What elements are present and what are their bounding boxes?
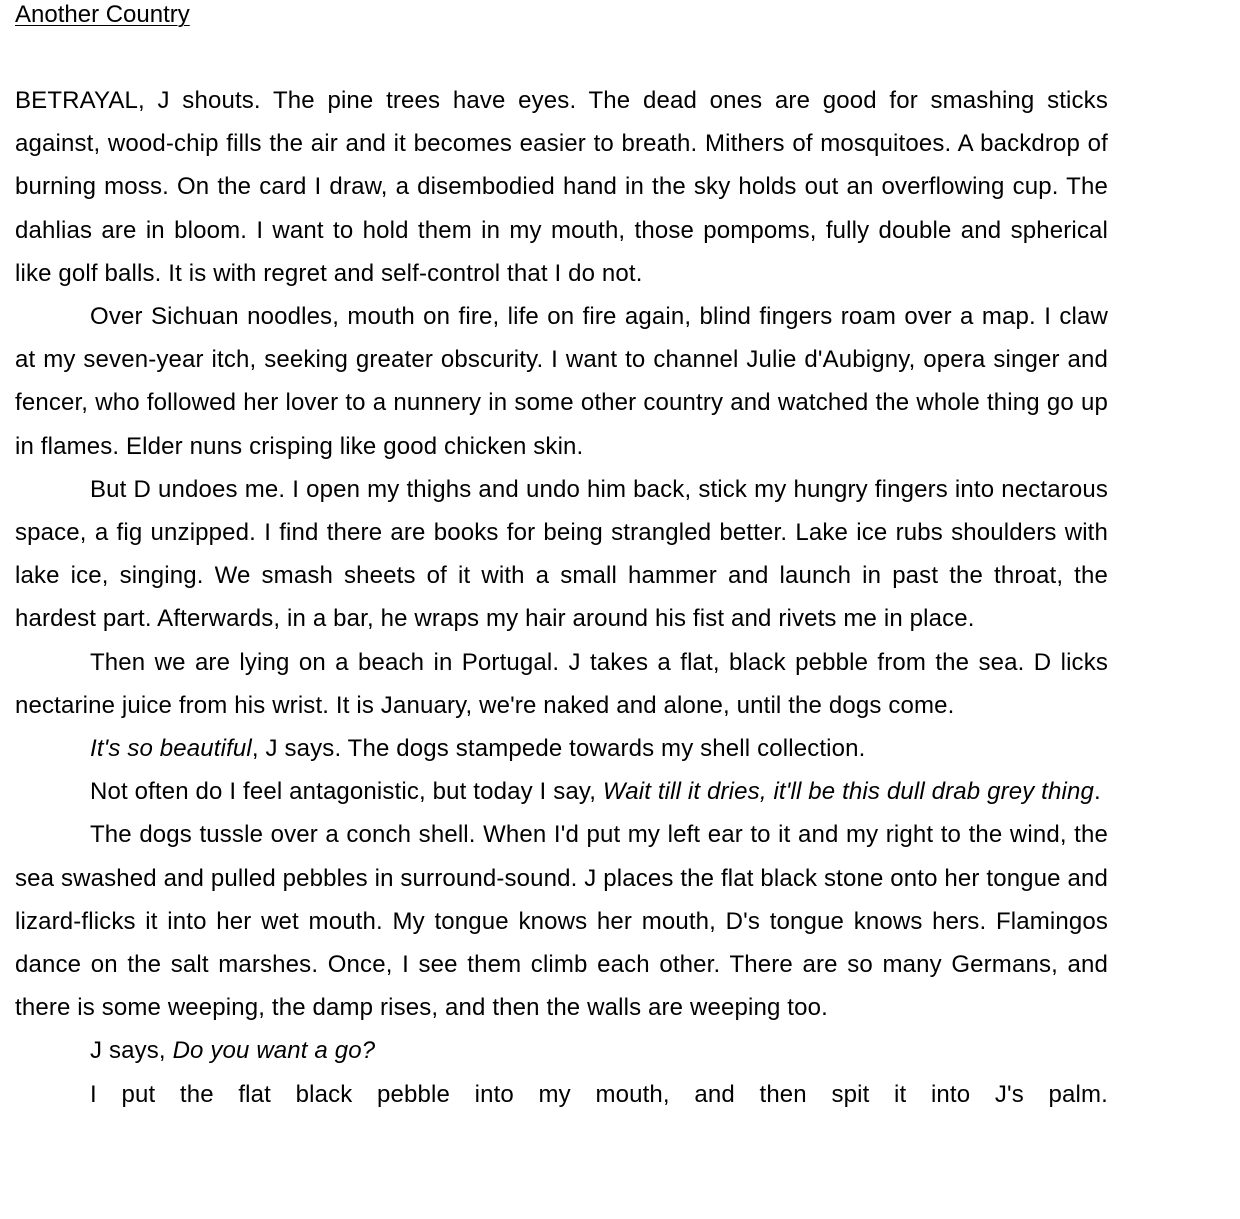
paragraph-8-text: J says, xyxy=(90,1037,173,1065)
paragraph-5-text: , J says. The dogs stampede towards my shell collection. xyxy=(251,735,866,763)
paragraph-1-text: BETRAYAL, J shouts. The pine trees have eyes. The dead ones are good for smashing sticks against, wood-chip fills the air and it becomes easier to breath. Mithers of mosquitoes. A backdrop of burning moss. On the card I draw, a disembodied hand in the sky holds out an overflowing cup. The dahlias are in bloom. I want to hold them in my mouth, those pompoms, fully double and spherical like golf balls. It is with regret and self-control that I do not. xyxy=(15,87,1108,287)
paragraph-3-text: But D undoes me. I open my thighs and undo him back, stick my hungry fingers into nectarous space, a fig unzipped. I find there are books for being strangled better. Lake ice rubs shoulders with lake ice, singing. We smash sheets of it with a small hammer and launch in past the throat, the hardest part. Afterwards, in a bar, he wraps my hair around his fist and rivets me in place. xyxy=(15,475,1108,633)
paragraph-2 xyxy=(15,295,1108,468)
paragraph-6 xyxy=(15,770,1108,813)
document-title: Another Country xyxy=(15,1,190,28)
paragraph-8-italic: Do you want a go? xyxy=(172,1037,376,1065)
paragraph-7-text: The dogs tussle over a conch shell. When I'd put my left ear to it and my right to the wind, the sea swashed and pulled pebbles in surround-sound. J places the flat black stone onto her tongue and lizard-flicks it into her wet mouth. My tongue knows her mouth, D's tongue knows hers. Flamingos dance on the salt marshes. Once, I see them climb each other. There are so many Germans, and there is some weeping, the damp rises, and then the walls are weeping too. xyxy=(15,821,1108,1022)
paragraph-5 xyxy=(15,727,1108,770)
paragraph-6-after: . xyxy=(1093,778,1101,806)
paragraph-9-text: I put the flat black pebble into my mouth, and then spit it into J's palm. xyxy=(90,1080,1108,1108)
paragraph-6-italic: Wait till it dries, it'll be this dull drab grey thing xyxy=(602,778,1094,806)
paragraph-4 xyxy=(15,641,1108,727)
paragraph-6-text: Not often do I feel antagonistic, but today I say, xyxy=(90,778,603,806)
paragraph-4-text: Then we are lying on a beach in Portugal. J takes a flat, black pebble from the sea. D licks nectarine juice from his wrist. It is January, we're naked and alone, until the dogs come. xyxy=(15,648,1108,719)
paragraph-1 xyxy=(15,79,1108,295)
paragraph-9 xyxy=(15,1073,1108,1116)
paragraph-2-text: Over Sichuan noodles, mouth on fire, life on fire again, blind fingers roam over a map. I claw at my seven-year itch, seeking greater obscurity. I want to channel Julie d'Aubigny, opera singer and fencer, who followed her lover to a nunnery in some other country and watched the whole thing go up in flames. Elder nuns crisping like good chicken skin. xyxy=(15,303,1108,460)
paragraph-8 xyxy=(15,1029,1108,1072)
document-body xyxy=(15,79,1108,1116)
paragraph-5-italic: It's so beautiful xyxy=(90,735,252,763)
paragraph-7 xyxy=(15,813,1108,1029)
paragraph-3 xyxy=(15,468,1108,641)
